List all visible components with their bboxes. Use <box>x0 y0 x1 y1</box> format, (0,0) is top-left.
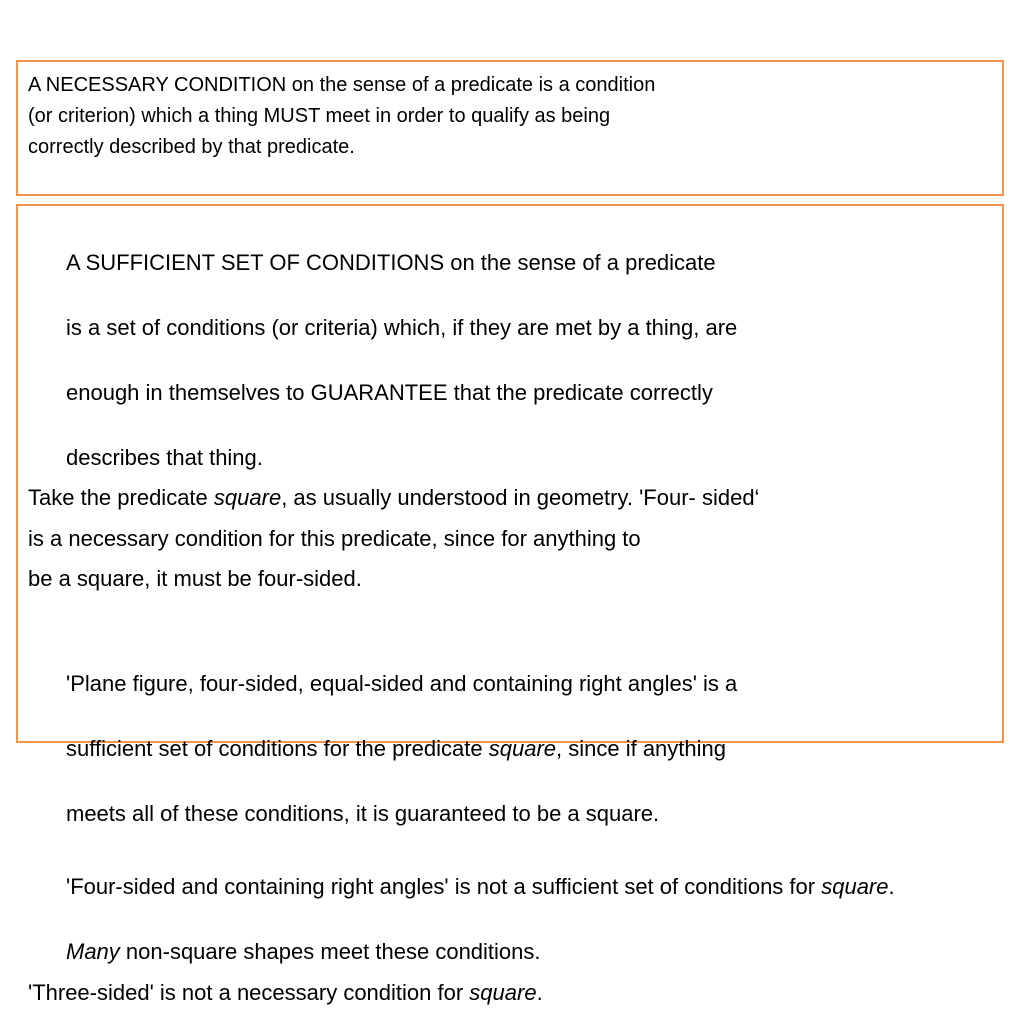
many-term: Many <box>66 939 120 964</box>
plane-figure-paragraph <box>28 636 992 831</box>
necessary-condition-line-2: (or criterion) which a thing MUST meet in order to qualify as being <box>28 101 992 132</box>
square-term: square <box>489 736 556 761</box>
square-example-line-2: is a necessary condition for this predicate, since for anything to <box>28 523 992 556</box>
sufficient-definition-line-2: is a set of conditions (or criteria) which, if they are met by a thing, are <box>66 315 737 340</box>
plane-figure-line-3: meets all of these conditions, it is guaranteed to be a square. <box>66 801 659 826</box>
four-sided-line-1: 'Four-sided and containing right angles' is not a sufficient set of conditions for square. <box>66 874 895 899</box>
sufficient-conditions-box <box>16 204 1004 743</box>
square-example-line-1: Take the predicate square, as usually understood in geometry. 'Four- sided‘ <box>28 482 992 515</box>
necessary-condition-line-1: A NECESSARY CONDITION on the sense of a predicate is a condition <box>28 70 992 101</box>
square-example-line-3: be a square, it must be four-sided. <box>28 563 992 596</box>
plane-figure-line-1: 'Plane figure, four-sided, equal-sided and containing right angles' is a <box>66 671 737 696</box>
sufficient-definition-line-4: describes that thing. <box>66 445 263 470</box>
square-term: square <box>821 874 888 899</box>
sufficient-definition-line-1: A SUFFICIENT SET OF CONDITIONS on the sense of a predicate <box>66 250 716 275</box>
three-sided-line: 'Three-sided' is not a necessary condition for square. <box>28 977 992 1009</box>
sufficient-definition <box>28 214 992 474</box>
four-sided-line-2: Many non-square shapes meet these conditions. <box>66 939 541 964</box>
four-sided-paragraph <box>28 839 992 969</box>
necessary-condition-line-3: correctly described by that predicate. <box>28 132 992 163</box>
sufficient-definition-line-3: enough in themselves to GUARANTEE that the predicate correctly <box>66 380 713 405</box>
necessary-condition-box <box>16 60 1004 196</box>
square-term: square <box>469 980 536 1005</box>
paragraph-spacer <box>28 604 992 636</box>
square-term: square <box>214 485 281 510</box>
plane-figure-line-2: sufficient set of conditions for the predicate square, since if anything <box>66 736 726 761</box>
